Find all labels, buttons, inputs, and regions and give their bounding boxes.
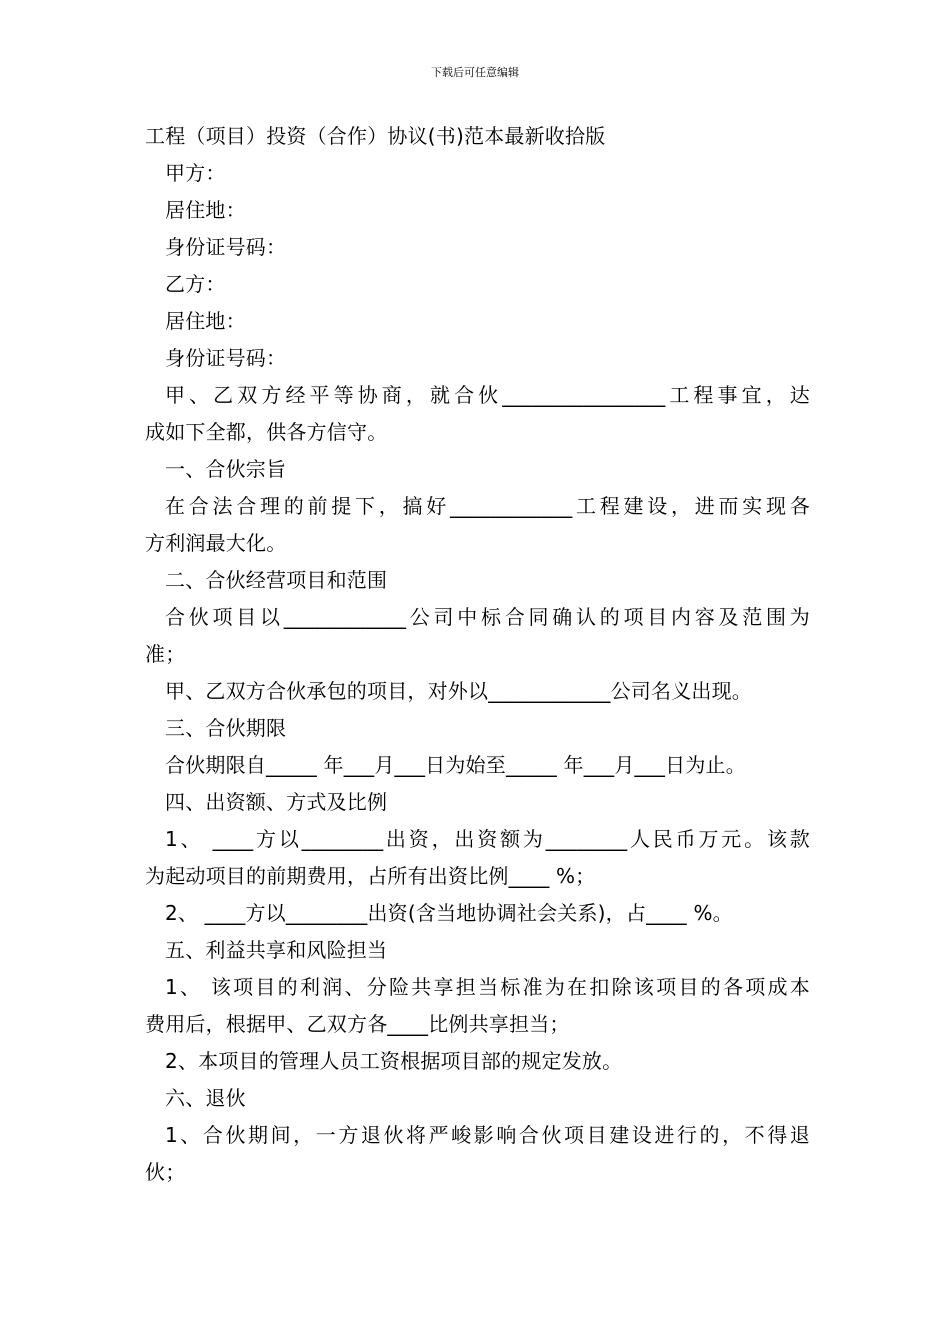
party-a-address-label: 居住地： <box>165 198 246 222</box>
paragraph-line: 在合法合理的前提下，搞好____________工程建设，进而实现各 <box>165 494 810 518</box>
party-b-address-label: 居住地： <box>165 309 246 333</box>
paragraph-line: 准； <box>145 642 186 666</box>
party-a-label: 甲方： <box>165 161 226 185</box>
paragraph-line: 合伙期限自_____ 年___月___日为始至_____ 年___月___日为止。 <box>165 753 746 777</box>
section-heading: 四、出资额、方式及比例 <box>165 790 388 814</box>
paragraph-line: 合伙项目以____________公司中标合同确认的项目内容及范围为 <box>165 605 810 629</box>
paragraph-line: 甲、乙双方合伙承包的项目，对外以____________公司名义出现。 <box>165 679 752 703</box>
section-heading: 一、合伙宗旨 <box>165 457 287 481</box>
paragraph-line: 1、合伙期间，一方退伙将严峻影响合伙项目建设进行的，不得退 <box>165 1123 810 1147</box>
party-a-id-label: 身份证号码： <box>165 235 287 259</box>
paragraph-line: 伙； <box>145 1160 186 1184</box>
section-heading: 三、合伙期限 <box>165 716 287 740</box>
paragraph-line: 2、本项目的管理人员工资根据项目部的规定发放。 <box>165 1049 623 1073</box>
party-b-label: 乙方： <box>165 272 226 296</box>
paragraph-line: 2、 ____方以________出资(含当地协调社会关系)，占____ %。 <box>165 901 733 925</box>
paragraph-line: 方利润最大化。 <box>145 531 287 555</box>
paragraph-line: 为起动项目的前期费用，占所有出资比例____ %； <box>145 864 596 888</box>
intro-paragraph-line: 成如下全都，供各方信守。 <box>145 420 388 444</box>
section-heading: 二、合伙经营项目和范围 <box>165 568 388 592</box>
paragraph-line: 1、 ____方以________出资，出资额为________人民币万元。该款 <box>165 827 810 851</box>
paragraph-line: 费用后，根据甲、乙双方各____比例共享担当； <box>145 1012 570 1036</box>
page-header: 下载后可任意编辑 <box>431 66 519 79</box>
paragraph-line: 1、 该项目的利润、分险共享担当标准为在扣除该项目的各项成本 <box>165 975 810 999</box>
intro-paragraph-line: 甲、乙双方经平等协商，就合伙________________工程事宜，达 <box>165 383 810 407</box>
document-title: 工程（项目）投资（合作）协议(书)范本最新收拾版 <box>145 124 606 148</box>
section-heading: 六、退伙 <box>165 1086 246 1110</box>
party-b-id-label: 身份证号码： <box>165 346 287 370</box>
section-heading: 五、利益共享和风险担当 <box>165 938 388 962</box>
document-body <box>145 118 810 1191</box>
